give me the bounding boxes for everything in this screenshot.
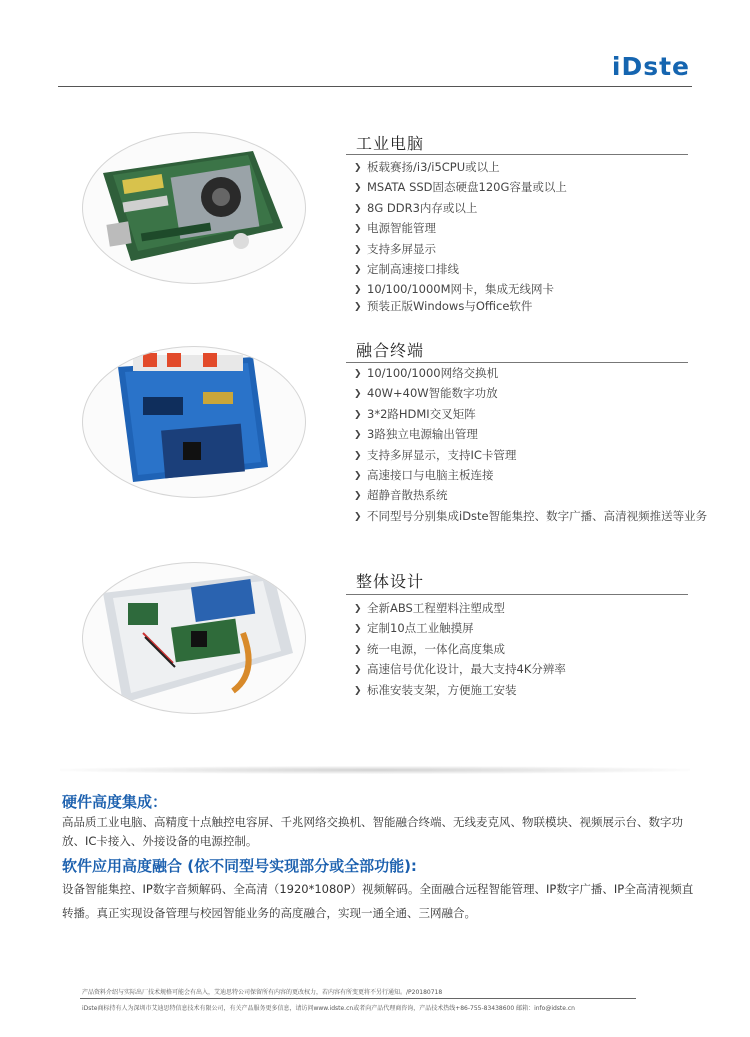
divider-shadow [60,766,690,774]
chevron-right-icon: ❯ [354,409,362,420]
chevron-right-icon: ❯ [354,604,362,614]
list-item: ❯ 统一电源，一体化高度集成 [354,639,566,659]
fusion-terminal-board-image [82,346,306,498]
chevron-right-icon: ❯ [354,369,362,379]
feature-list-overall-design [354,598,566,700]
section-rule [346,154,688,155]
section-title-overall-design: 整体设计 [356,572,425,591]
list-item: ❯ 板载赛扬/i3/i5CPU或以上 [354,157,567,177]
chevron-right-icon: ❯ [354,644,362,655]
footer-rule [80,998,636,999]
list-item: ❯ 10/100/1000M网卡，集成无线网卡 [354,282,555,297]
list-item: ❯ MSATA SSD固态硬盘120G容量或以上 [354,177,567,197]
feature-list-industrial-pc [354,157,567,315]
section-title-fusion-terminal: 融合终端 [356,341,425,360]
list-item: ❯ 8G DDR3内存或以上 [354,198,567,218]
chevron-right-icon: ❯ [354,163,362,173]
header-rule [58,86,692,87]
list-item: ❯ 全新ABS工程塑料注塑成型 [354,598,566,618]
list-item: ❯ 预装正版Windows与Office软件 [354,297,567,315]
list-item: ❯ 不同型号分别集成iDste智能集控、数字广播、高清视频推送等业务 [354,506,707,526]
hardware-paragraph: 高品质工业电脑、高精度十点触控电容屏、千兆网络交换机、智能融合终端、无线麦克风、物联模块、视频展示台、数字功放、IC卡接入、外接设备的电源控制。 [62,815,683,848]
section-title-industrial-pc: 工业电脑 [356,134,425,153]
hardware-heading: 硬件高度集成： [62,793,168,811]
section-rule [346,594,688,595]
chevron-right-icon: ❯ [354,224,362,235]
chevron-right-icon: ❯ [354,511,362,522]
chevron-right-icon: ❯ [354,685,362,696]
chevron-right-icon: ❯ [354,430,362,441]
footer-disclaimer: 产品资料介绍与实际出厂技术规格可能会有出入，艾迪思特公司保留所有内容的更改权力，若内容有所变更将不另行通知。/P20180718 [82,989,443,996]
list-item: ❯ 40W+40W智能数字功放 [354,383,707,403]
list-item: ❯ 高速信号优化设计，最大支持4K分辨率 [354,659,566,679]
industrial-pc-motherboard-image [82,132,306,284]
list-item: ❯ 标准安装支架，方便施工安装 [354,680,566,700]
chevron-right-icon: ❯ [354,470,362,481]
chevron-right-icon: ❯ [354,389,362,400]
list-item: ❯ 高速接口与电脑主板连接 [354,465,707,485]
chevron-right-icon: ❯ [354,302,362,313]
list-item: ❯ 3路独立电源输出管理 [354,424,707,444]
list-item: ❯ 超静音散热系统 [354,485,707,505]
feature-list-fusion-terminal [354,363,707,526]
logo: iDste [611,52,690,81]
list-item: ❯ 电源智能管理 [354,218,567,238]
chevron-right-icon: ❯ [354,183,362,194]
footer-contact: iDste商标持有人为深圳市艾迪思特信息技术有限公司，有关产品服务更多信息，请访问www.idste.cn或者向产品代理商咨询，产品技术热线+86-755-83438600 邮箱：info@idste.cn [82,1005,575,1012]
list-item: ❯ 定制高速接口排线 [354,259,567,279]
list-item: ❯ 支持多屏显示，支持IC卡管理 [354,445,707,465]
chevron-right-icon: ❯ [354,665,362,676]
chassis-assembly-image [82,562,306,714]
chevron-right-icon: ❯ [354,624,362,635]
list-item: ❯ 支持多屏显示 [354,239,567,259]
chevron-right-icon: ❯ [354,285,362,296]
list-item: ❯ 定制10点工业触摸屏 [354,618,566,638]
chevron-right-icon: ❯ [354,203,362,214]
software-heading: 软件应用高度融合 (依不同型号实现部分或全部功能): [62,857,417,875]
chevron-right-icon: ❯ [354,264,362,275]
list-item: ❯ 3*2路HDMI交叉矩阵 [354,404,707,424]
list-item: ❯ 10/100/1000网络交换机 [354,363,707,383]
chevron-right-icon: ❯ [354,450,362,461]
software-paragraph: 设备智能集控、IP数字音频解码、全高清（1920*1080P）视频解码。全面融合远程智能管理、IP数字广播、IP全高清视频直转播。真正实现设备管理与校园智能业务的高度融合，实现一通全通、三网融合。 [62,882,694,920]
chevron-right-icon: ❯ [354,244,362,255]
chevron-right-icon: ❯ [354,491,362,502]
